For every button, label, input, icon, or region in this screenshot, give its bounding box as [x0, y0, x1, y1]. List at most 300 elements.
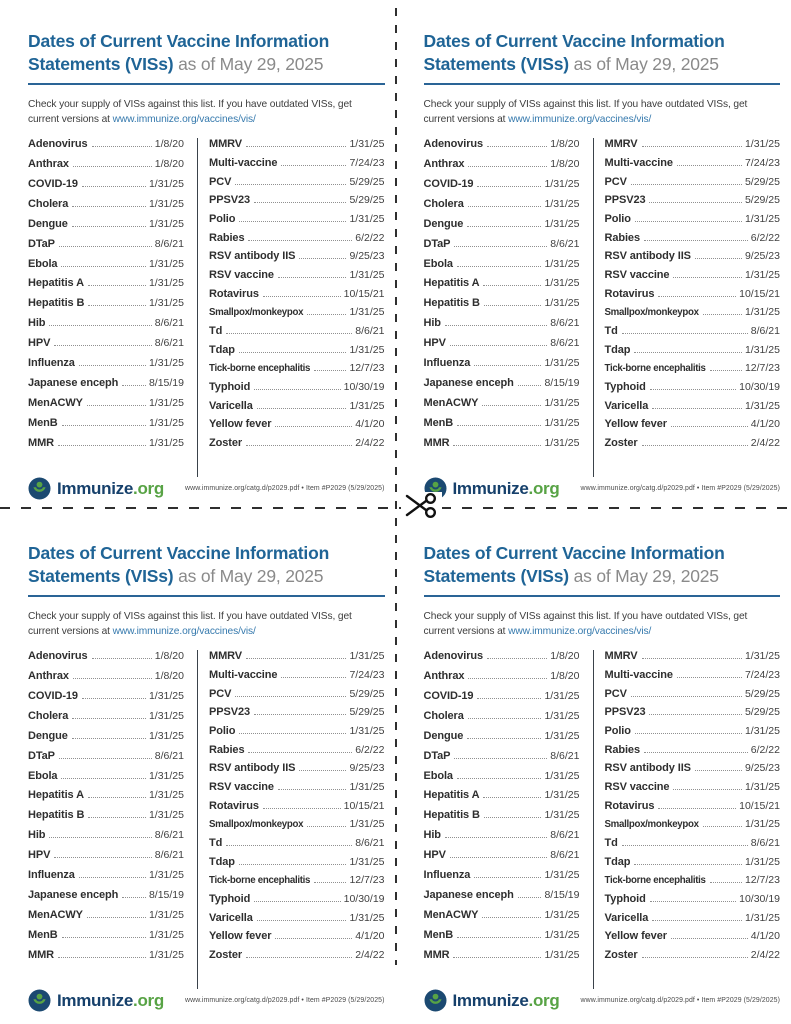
vaccine-name: Multi-vaccine	[209, 156, 278, 169]
vaccine-row	[28, 710, 184, 730]
page-title	[28, 542, 385, 588]
leader-dots	[631, 184, 742, 185]
leader-dots	[281, 677, 346, 678]
vaccine-name: Ebola	[423, 257, 453, 270]
vaccine-row	[424, 297, 580, 317]
vaccine-date: 1/31/25	[744, 212, 780, 225]
vaccine-date: 6/2/22	[750, 231, 780, 244]
vaccine-name: PCV	[209, 175, 232, 188]
vaccine-row	[28, 158, 184, 178]
vaccine-row	[28, 317, 184, 337]
vaccine-date: 1/31/25	[744, 650, 780, 663]
cut-line-horizontal	[0, 507, 791, 509]
leader-dots	[73, 678, 152, 679]
vaccine-date: 1/31/25	[148, 277, 184, 290]
vaccine-date: 8/6/21	[154, 849, 184, 862]
leader-dots	[650, 389, 736, 390]
leader-dots	[468, 718, 542, 719]
vaccine-row	[28, 730, 184, 750]
leader-dots	[457, 266, 542, 267]
vaccine-row	[28, 770, 184, 790]
leader-dots	[518, 385, 542, 386]
vaccine-name: Tick-borne encephalitis	[209, 363, 311, 375]
cut-line-vertical	[395, 8, 397, 965]
leader-dots	[254, 389, 340, 390]
vaccine-date: 1/8/20	[154, 650, 184, 663]
vaccine-name: Influenza	[28, 868, 75, 881]
leader-dots	[248, 752, 352, 753]
vaccine-date: 8/6/21	[550, 237, 580, 250]
vaccine-name: Cholera	[423, 197, 464, 210]
vaccine-name: MenB	[28, 416, 58, 429]
vaccine-row	[28, 397, 184, 417]
vaccine-row	[424, 337, 580, 357]
leader-dots	[445, 837, 547, 838]
vaccine-name: Smallpox/monkeypox	[209, 819, 304, 831]
vaccine-row	[209, 930, 385, 949]
intro-text	[28, 610, 385, 639]
leader-dots	[239, 221, 346, 222]
leader-dots	[92, 658, 152, 659]
vaccine-row	[424, 809, 580, 829]
leader-dots	[487, 146, 547, 147]
vaccine-row	[605, 930, 781, 949]
vaccine-name: Hepatitis B	[28, 809, 85, 822]
vaccine-date: 1/31/25	[544, 689, 580, 702]
vaccine-row	[209, 706, 385, 725]
leader-dots	[695, 258, 742, 259]
vaccine-name: Hib	[423, 317, 441, 330]
vaccine-row	[28, 889, 184, 909]
page-title	[28, 30, 385, 76]
vaccine-row	[28, 437, 184, 457]
vaccine-name: Multi-vaccine	[209, 668, 278, 681]
vaccine-row	[28, 337, 184, 357]
vaccine-name: COVID-19	[28, 177, 78, 190]
vaccine-date: 5/29/25	[744, 175, 780, 188]
vaccine-row	[605, 418, 781, 437]
vaccine-date: 8/6/21	[154, 749, 184, 762]
vaccine-row	[605, 856, 781, 875]
leader-dots	[703, 314, 742, 315]
vaccine-row	[209, 744, 385, 763]
vaccine-name: MMRV	[209, 650, 243, 663]
vaccine-name: Zoster	[209, 949, 243, 962]
vis-card	[396, 512, 791, 1024]
vaccine-date: 8/6/21	[550, 849, 580, 862]
vaccine-row	[209, 669, 385, 688]
vaccine-row	[605, 744, 781, 763]
vaccine-date: 1/31/25	[349, 306, 385, 319]
vaccine-name: Varicella	[209, 399, 253, 412]
leader-dots	[307, 826, 346, 827]
vaccine-row	[209, 232, 385, 251]
vaccine-row	[605, 650, 781, 669]
vaccine-row	[209, 856, 385, 875]
vaccine-name: PCV	[604, 175, 627, 188]
vaccine-date: 2/4/22	[355, 437, 385, 450]
vaccine-row	[424, 397, 580, 417]
vaccine-name: Varicella	[604, 911, 649, 924]
leader-dots	[299, 258, 346, 259]
vaccine-date: 1/31/25	[349, 780, 385, 793]
vaccine-row	[28, 809, 184, 829]
vaccine-date: 1/31/25	[349, 399, 385, 412]
leader-dots	[642, 146, 742, 147]
immunize-wordmark: Immunize.org	[452, 990, 560, 1010]
vaccine-column-left	[424, 650, 594, 989]
vaccine-date: 5/29/25	[349, 175, 385, 188]
vaccine-name: Smallpox/monkeypox	[604, 819, 699, 831]
vaccine-date: 4/1/20	[750, 418, 780, 431]
vaccine-name: Tdap	[604, 855, 631, 868]
vaccine-date: 1/31/25	[349, 138, 385, 151]
vaccine-list	[424, 650, 781, 989]
vaccine-row	[209, 762, 385, 781]
vaccine-name: Tick-borne encephalitis	[604, 875, 706, 887]
vaccine-name: HPV	[28, 849, 51, 862]
vaccine-name: Hepatitis A	[423, 789, 480, 802]
vaccine-name: Td	[209, 837, 223, 850]
vaccine-name: Ebola	[28, 257, 58, 270]
leader-dots	[631, 696, 742, 697]
vaccine-name: Yellow fever	[604, 930, 667, 943]
vaccine-row	[209, 362, 385, 381]
vaccine-name: Typhoid	[209, 381, 251, 394]
leader-dots	[73, 166, 152, 167]
vaccine-date: 9/25/23	[349, 250, 385, 263]
vaccine-name: DTaP	[28, 237, 55, 250]
leader-dots	[235, 184, 346, 185]
vaccine-date: 1/31/25	[349, 343, 385, 356]
leader-dots	[474, 877, 541, 878]
vaccine-date: 8/15/19	[148, 376, 184, 389]
vaccine-name: Anthrax	[28, 158, 69, 171]
vaccine-date: 2/4/22	[750, 949, 780, 962]
vaccine-row	[424, 218, 580, 238]
leader-dots	[457, 425, 541, 426]
vaccine-name: Japanese enceph	[28, 888, 119, 901]
leader-dots	[88, 305, 146, 306]
vaccine-name: MenACWY	[28, 908, 83, 921]
vaccine-name: Adenovirus	[423, 650, 484, 663]
vaccine-column-right	[198, 138, 385, 477]
vaccine-date: 6/2/22	[750, 743, 780, 756]
vaccine-date: 12/7/23	[744, 874, 780, 887]
vaccine-name: Hib	[28, 317, 46, 330]
vaccine-row	[209, 725, 385, 744]
vis-card	[0, 512, 396, 1024]
leader-dots	[467, 738, 541, 739]
vaccine-row	[605, 232, 781, 251]
vaccine-name: RSV antibody IIS	[604, 762, 691, 775]
vaccine-row	[209, 893, 385, 912]
vaccine-row	[605, 893, 781, 912]
vaccine-row	[209, 912, 385, 931]
vaccine-date: 1/31/25	[744, 306, 780, 319]
leader-dots	[88, 797, 146, 798]
vaccine-row	[28, 198, 184, 218]
vaccine-date: 1/31/25	[349, 268, 385, 281]
vaccine-row	[209, 288, 385, 307]
vaccine-name: Typhoid	[604, 893, 646, 906]
vaccine-row	[605, 269, 781, 288]
leader-dots	[482, 405, 541, 406]
vaccine-date: 1/31/25	[544, 928, 580, 941]
vaccine-date: 1/31/25	[544, 868, 580, 881]
leader-dots	[644, 752, 748, 753]
vaccine-row	[424, 258, 580, 278]
vaccine-name: Influenza	[423, 868, 471, 881]
leader-dots	[88, 817, 146, 818]
leader-dots	[314, 370, 346, 371]
vaccine-row	[605, 400, 781, 419]
vaccine-date: 1/31/25	[148, 197, 184, 210]
vis-link[interactable]: www.immunize.org/vaccines/vis/	[508, 625, 652, 637]
vaccine-row	[28, 690, 184, 710]
vaccine-date: 12/7/23	[744, 362, 780, 375]
vaccine-row	[424, 789, 580, 809]
vaccine-date: 7/24/23	[744, 156, 780, 169]
leader-dots	[275, 938, 352, 939]
vaccine-row	[209, 306, 385, 325]
vaccine-column-left	[28, 650, 198, 989]
vaccine-row	[209, 269, 385, 288]
vaccine-name: Typhoid	[209, 893, 251, 906]
vaccine-date: 1/31/25	[148, 297, 184, 310]
vaccine-row	[424, 949, 580, 969]
scissors-icon	[401, 492, 442, 519]
leader-dots	[72, 738, 146, 739]
vaccine-name: Smallpox/monkeypox	[209, 307, 304, 319]
page-title-main: Dates of Current Vaccine Information Statements (VISs)	[423, 543, 725, 587]
vaccine-name: PPSV23	[209, 194, 250, 207]
vaccine-name: Dengue	[423, 729, 464, 742]
vaccine-date: 2/4/22	[355, 949, 385, 962]
vaccine-name: Hepatitis A	[28, 277, 84, 290]
vaccine-row	[424, 377, 580, 397]
vaccine-row	[605, 706, 781, 725]
vaccine-row	[605, 306, 781, 325]
leader-dots	[239, 864, 347, 865]
title-rule	[28, 595, 385, 597]
vaccine-row	[424, 357, 580, 377]
leader-dots	[635, 733, 742, 734]
vaccine-date: 1/31/25	[544, 729, 580, 742]
vaccine-row	[605, 762, 781, 781]
vaccine-name: RSV antibody IIS	[604, 250, 691, 263]
vaccine-row	[424, 770, 580, 790]
vaccine-name: HPV	[28, 337, 51, 350]
vaccine-row	[605, 381, 781, 400]
vaccine-date: 1/31/25	[544, 257, 580, 270]
vaccine-name: Hib	[28, 829, 46, 842]
vaccine-date: 8/6/21	[154, 237, 184, 250]
vaccine-row	[605, 688, 781, 707]
vaccine-row	[28, 417, 184, 437]
vaccine-date: 1/31/25	[544, 908, 580, 921]
vaccine-date: 5/29/25	[744, 687, 780, 700]
vaccine-name: Adenovirus	[28, 138, 88, 151]
immunize-wordmark: Immunize.org	[57, 478, 164, 498]
vaccine-row	[424, 869, 580, 889]
vaccine-row	[209, 344, 385, 363]
vaccine-name: Anthrax	[28, 670, 69, 683]
vaccine-row	[28, 377, 184, 397]
vaccine-name: MMRV	[209, 138, 243, 151]
immunize-logo-icon	[424, 989, 447, 1012]
vaccine-date: 5/29/25	[744, 194, 780, 207]
leader-dots	[239, 733, 346, 734]
vaccine-name: Rotavirus	[604, 287, 655, 300]
vaccine-date: 8/6/21	[355, 325, 385, 338]
leader-dots	[483, 797, 541, 798]
leader-dots	[92, 146, 152, 147]
vaccine-row	[605, 800, 781, 819]
vaccine-row	[28, 929, 184, 949]
vaccine-row	[424, 417, 580, 437]
card-footer	[28, 989, 385, 1012]
vaccine-name: DTaP	[423, 237, 451, 250]
vaccine-row	[28, 650, 184, 670]
leader-dots	[450, 857, 547, 858]
vaccine-name: Yellow fever	[209, 418, 272, 431]
vaccine-row	[605, 725, 781, 744]
vaccine-row	[209, 781, 385, 800]
vaccine-name: RSV antibody IIS	[209, 250, 296, 263]
vaccine-date: 1/8/20	[550, 650, 580, 663]
leader-dots	[87, 917, 146, 918]
leader-dots	[468, 678, 547, 679]
immunize-logo	[28, 477, 164, 500]
vaccine-name: Cholera	[28, 709, 69, 722]
leader-dots	[457, 778, 542, 779]
leader-dots	[235, 696, 346, 697]
vaccine-date: 5/29/25	[349, 706, 385, 719]
vaccine-name: Rabies	[209, 231, 245, 244]
vaccine-date: 9/25/23	[349, 762, 385, 775]
footer-item-info: www.immunize.org/catg.d/p2029.pdf • Item #P2029 (5/29/2025)	[185, 485, 385, 492]
vaccine-row	[605, 157, 781, 176]
vaccine-row	[605, 437, 781, 456]
vaccine-date: 1/31/25	[148, 396, 184, 409]
vaccine-name: Smallpox/monkeypox	[604, 307, 699, 319]
leader-dots	[453, 445, 541, 446]
vaccine-row	[28, 138, 184, 158]
leader-dots	[58, 957, 146, 958]
vaccine-date: 8/6/21	[750, 837, 780, 850]
leader-dots	[254, 202, 346, 203]
leader-dots	[677, 677, 742, 678]
vaccine-date: 1/31/25	[349, 911, 385, 924]
vaccine-row	[209, 400, 385, 419]
page-title-date: as of May 29, 2025	[178, 566, 324, 587]
intro-text	[28, 98, 385, 127]
leader-dots	[246, 957, 352, 958]
vaccine-row	[605, 213, 781, 232]
vaccine-date: 4/1/20	[355, 418, 385, 431]
vaccine-row	[209, 176, 385, 195]
vaccine-list	[28, 138, 385, 477]
vaccine-date: 9/25/23	[744, 762, 780, 775]
vaccine-name: HPV	[423, 849, 446, 862]
vaccine-name: Adenovirus	[28, 650, 88, 663]
vaccine-name: Japanese enceph	[423, 888, 514, 901]
vaccine-date: 8/6/21	[154, 337, 184, 350]
vaccine-name: Polio	[209, 212, 236, 225]
vaccine-name: Varicella	[209, 911, 253, 924]
leader-dots	[49, 325, 151, 326]
leader-dots	[467, 226, 541, 227]
vaccine-name: RSV antibody IIS	[209, 762, 296, 775]
vaccine-name: Multi-vaccine	[604, 668, 673, 681]
vaccine-row	[605, 818, 781, 837]
vaccine-date: 1/31/25	[148, 356, 184, 369]
vaccine-date: 1/31/25	[544, 436, 580, 449]
vaccine-date: 8/6/21	[355, 837, 385, 850]
vaccine-date: 5/29/25	[349, 194, 385, 207]
vaccine-row	[28, 277, 184, 297]
immunize-logo-icon	[28, 989, 51, 1012]
vaccine-name: Tdap	[209, 343, 235, 356]
leader-dots	[635, 221, 742, 222]
vaccine-row	[424, 198, 580, 218]
vaccine-name: Japanese enceph	[28, 376, 119, 389]
vaccine-row	[424, 750, 580, 770]
vaccine-date: 12/7/23	[349, 874, 385, 887]
vaccine-name: Yellow fever	[209, 930, 272, 943]
leader-dots	[482, 917, 541, 918]
vaccine-row	[28, 670, 184, 690]
vis-link[interactable]: www.immunize.org/vaccines/vis/	[508, 113, 652, 125]
leader-dots	[477, 698, 541, 699]
vis-link[interactable]: www.immunize.org/vaccines/vis/	[112, 113, 256, 125]
vaccine-name: Ebola	[423, 769, 453, 782]
vaccine-name: Adenovirus	[423, 138, 484, 151]
leader-dots	[445, 325, 547, 326]
vaccine-row	[424, 437, 580, 457]
vaccine-date: 4/1/20	[750, 930, 780, 943]
vaccine-date: 4/1/20	[355, 930, 385, 943]
immunize-logo	[424, 477, 560, 500]
vaccine-date: 1/31/25	[148, 908, 184, 921]
vaccine-date: 10/15/21	[739, 287, 780, 300]
leader-dots	[642, 957, 748, 958]
vaccine-name: Dengue	[423, 217, 464, 230]
page-title-main: Dates of Current Vaccine Information Statements (VISs)	[423, 31, 725, 75]
vis-link[interactable]: www.immunize.org/vaccines/vis/	[112, 625, 256, 637]
leader-dots	[622, 333, 748, 334]
vaccine-row	[424, 238, 580, 258]
vaccine-name: Cholera	[423, 709, 464, 722]
vaccine-name: Cholera	[28, 197, 69, 210]
leader-dots	[278, 277, 347, 278]
leader-dots	[658, 808, 736, 809]
vaccine-date: 1/31/25	[744, 818, 780, 831]
leader-dots	[487, 658, 547, 659]
vaccine-row	[424, 670, 580, 690]
vaccine-column-left	[424, 138, 594, 477]
leader-dots	[263, 296, 341, 297]
intro-text-body: Check your supply of VISs against this list. If you have outdated VISs, get current versions at	[423, 99, 748, 125]
vaccine-list	[424, 138, 781, 477]
leader-dots	[671, 938, 748, 939]
page-title	[424, 30, 781, 76]
leader-dots	[703, 826, 742, 827]
vaccine-date: 1/31/25	[148, 689, 184, 702]
leader-dots	[314, 882, 346, 883]
vaccine-date: 1/31/25	[744, 911, 780, 924]
